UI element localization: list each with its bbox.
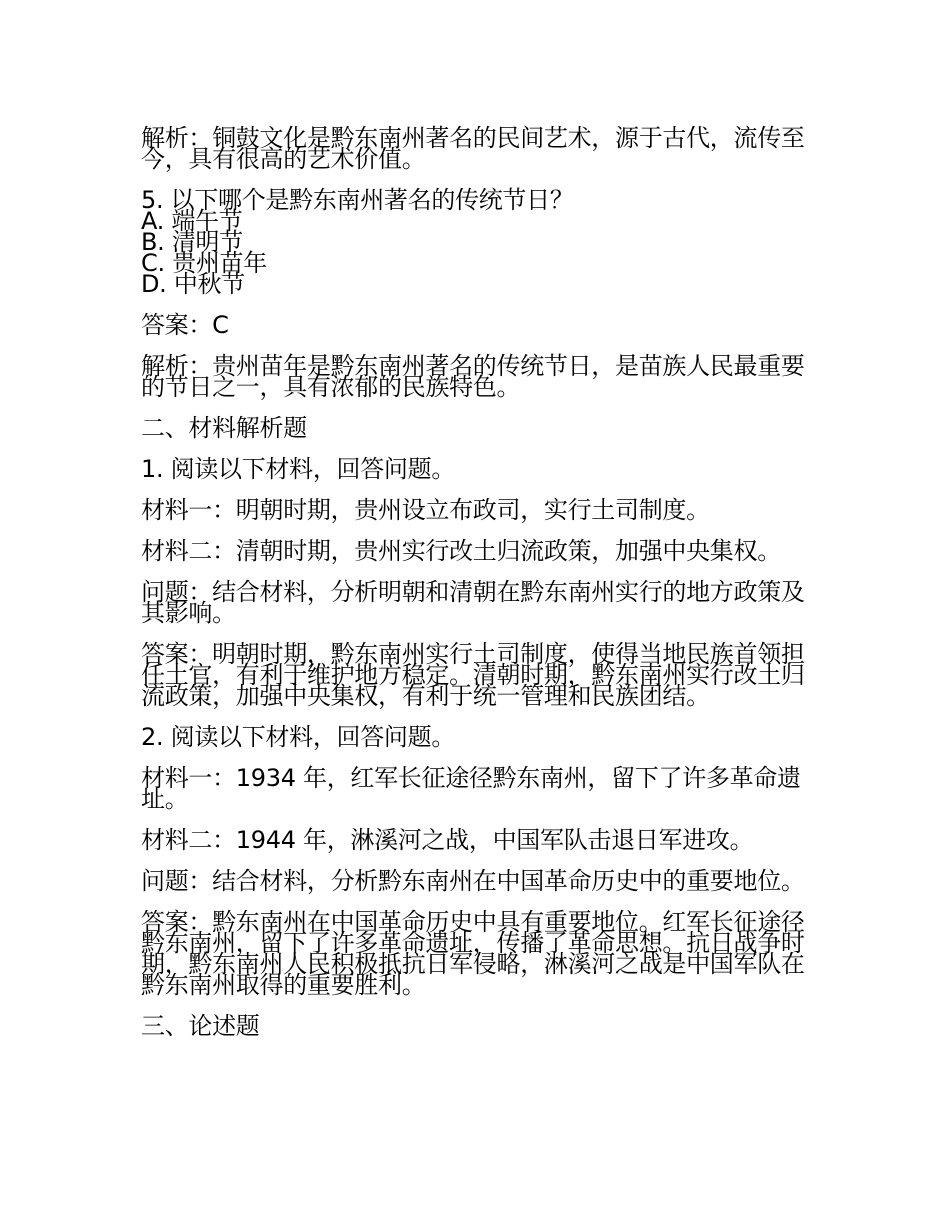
- option-a: A. 端午节: [141, 207, 243, 235]
- document-page: [141, 124, 813, 1057]
- material-1-answer: 答案：明朝时期，黔东南州实行土司制度，使得当地民族首领担任土官，有利于维护地方稳定。清朝时期，黔东南州实行改土归流政策，加强中央集权，有利于统一管理和民族团结。: [141, 640, 805, 710]
- material-1-question: 问题：结合材料，分析明朝和清朝在黔东南州实行的地方政策及其影响。: [141, 578, 805, 627]
- answer-5: 答案：C: [141, 311, 229, 339]
- material-2-a: 材料一：1934 年，红军长征途径黔东南州，留下了许多革命遗址。: [141, 764, 801, 813]
- explanation-5: 解析：贵州苗年是黔东南州著名的传统节日，是苗族人民最重要的节日之一，具有浓郁的民族特色。: [141, 352, 805, 401]
- material-1-intro: 1. 阅读以下材料，回答问题。: [141, 455, 456, 483]
- explanation-4: 解析：铜鼓文化是黔东南州著名的民间艺术，源于古代，流传至今，具有很高的艺术价值。: [141, 124, 805, 173]
- question-5-options: [141, 207, 813, 298]
- question-5: 5. 以下哪个是黔东南州著名的传统节日？: [141, 186, 574, 214]
- material-1-b: 材料二：清朝时期，贵州实行改土归流政策，加强中央集权。: [141, 537, 781, 565]
- material-2-answer: 答案：黔东南州在中国革命历史中具有重要地位。红军长征途径黔东南州，留下了许多革命遗址，传播了革命思想。抗日战争时期，黔东南州人民积极抵抗日军侵略，淋溪河之战是中国军队在黔东南州取得的重要胜利。: [141, 908, 805, 999]
- material-1-a: 材料一：明朝时期，贵州设立布政司，实行土司制度。: [141, 496, 710, 524]
- option-d: D. 中秋节: [141, 270, 245, 298]
- material-2-question: 问题：结合材料，分析黔东南州在中国革命历史中的重要地位。: [141, 867, 805, 895]
- option-c: C. 贵州苗年: [141, 249, 267, 277]
- material-2-b: 材料二：1944 年，淋溪河之战，中国军队击退日军进攻。: [141, 826, 754, 854]
- option-b: B. 清明节: [141, 228, 243, 256]
- material-2-intro: 2. 阅读以下材料，回答问题。: [141, 723, 456, 751]
- section-heading-2: 二、材料解析题: [141, 414, 307, 442]
- section-heading-3: 三、论述题: [141, 1012, 260, 1040]
